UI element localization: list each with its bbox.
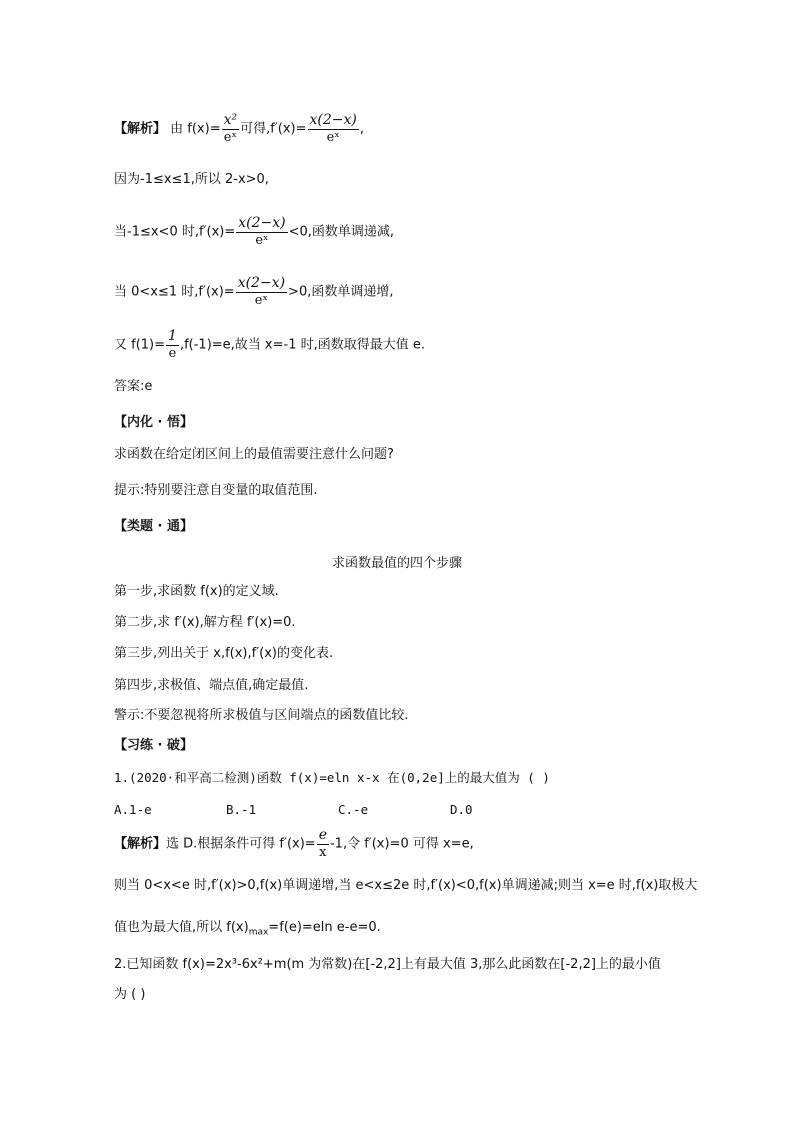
answer-line: 答案:e — [114, 379, 153, 394]
text-line: 又 f(1)= $\frac{1}{e}$ ,f(-1)=e,故当 x=-1 时,函数取得最大值 e. — [114, 328, 425, 361]
fraction: $\frac{1}{e}$ — [168, 328, 177, 361]
option-a: A.1-e — [114, 802, 152, 817]
option-c: C.-e — [338, 802, 369, 817]
fraction: $\frac{e}{x}$ — [318, 827, 327, 860]
option-b: B.-1 — [226, 802, 257, 817]
text-line: 当 0<x≤1 时,f′(x)= $\frac{x(2-x)}{\text{eˣ}}$ >0,函数单调递增, — [114, 275, 394, 308]
text-line: 因为-1≤x≤1,所以 2-x>0, — [114, 172, 269, 187]
question-2: 2.已知函数 f(x)=2x³-6x²+m(m 为常数)在[-2,2]上有最大值 3,那么此函数在[-2,2]上的最小值 — [114, 957, 661, 972]
analysis-tag: 【解析】 — [114, 836, 167, 852]
hint-line: 提示:特别要注意自变量的取值范围. — [114, 483, 318, 498]
question-1-options — [114, 801, 562, 819]
solution-2-line: 【解析】选 D.根据条件可得 f′(x)= $\frac{e}{x}$ -1,令 f′(x)=0 可得 x=e, — [114, 827, 474, 860]
text-line: 当-1≤x<0 时,f′(x)= $\frac{x(2-x)}{\text{eˣ}}$ <0,函数单调递减, — [114, 215, 395, 248]
step-line: 第二步,求 f′(x),解方程 f′(x)=0. — [114, 615, 296, 630]
analysis-tag: 【解析】 — [114, 121, 167, 137]
step-line: 第四步,求极值、端点值,确定最值. — [114, 678, 309, 693]
fraction: $\frac{x(2-x)}{\text{eˣ}}$ — [238, 215, 286, 248]
section-heading: 【类题 · 通】 — [114, 519, 193, 534]
section-heading: 【习练 · 破】 — [114, 738, 193, 753]
fraction: $\frac{x(2-x)}{\text{eˣ}}$ — [237, 275, 286, 308]
fraction: $\frac{x(2-x)}{\text{eˣ}}$ — [309, 112, 357, 145]
text-line: 则当 0<x<e 时,f′(x)>0,f(x)单调递增,当 e<x≤2e 时,f′(x)<0,f(x)单调递减;则当 x=e 时,f(x)取极大 — [114, 878, 698, 893]
solution-1-line: 【解析】 由 f(x)= $\frac{\text{x²}}{\text{eˣ}}$ 可得,f′(x)= $\frac{x(2-x)}{\text{eˣ}}$ , — [114, 112, 365, 145]
step-line: 第三步,列出关于 x,f(x),f′(x)的变化表. — [114, 646, 334, 661]
fraction: $\frac{\text{x²}}{\text{eˣ}}$ — [223, 112, 238, 145]
steps-title: 求函数最值的四个步骤 — [331, 556, 462, 571]
question-1: 1.(2020·和平高二检测)函数 f(x)=eln x-x 在(0,2e]上的最大值为 ( ) — [114, 770, 550, 785]
text-line: 值也为最大值,所以 $f(x)_{max}=f(e)=eln$ e-e=0. — [114, 920, 381, 938]
question-line: 求函数在给定闭区间上的最值需要注意什么问题? — [114, 447, 394, 462]
warning-line: 警示:不要忽视将所求极值与区间端点的函数值比较. — [114, 708, 409, 723]
question-2-cont: 为 ( ) — [114, 987, 146, 1002]
section-heading: 【内化 · 悟】 — [114, 415, 193, 430]
step-line: 第一步,求函数 f(x)的定义域. — [114, 584, 279, 599]
option-d: D.0 — [450, 802, 473, 817]
